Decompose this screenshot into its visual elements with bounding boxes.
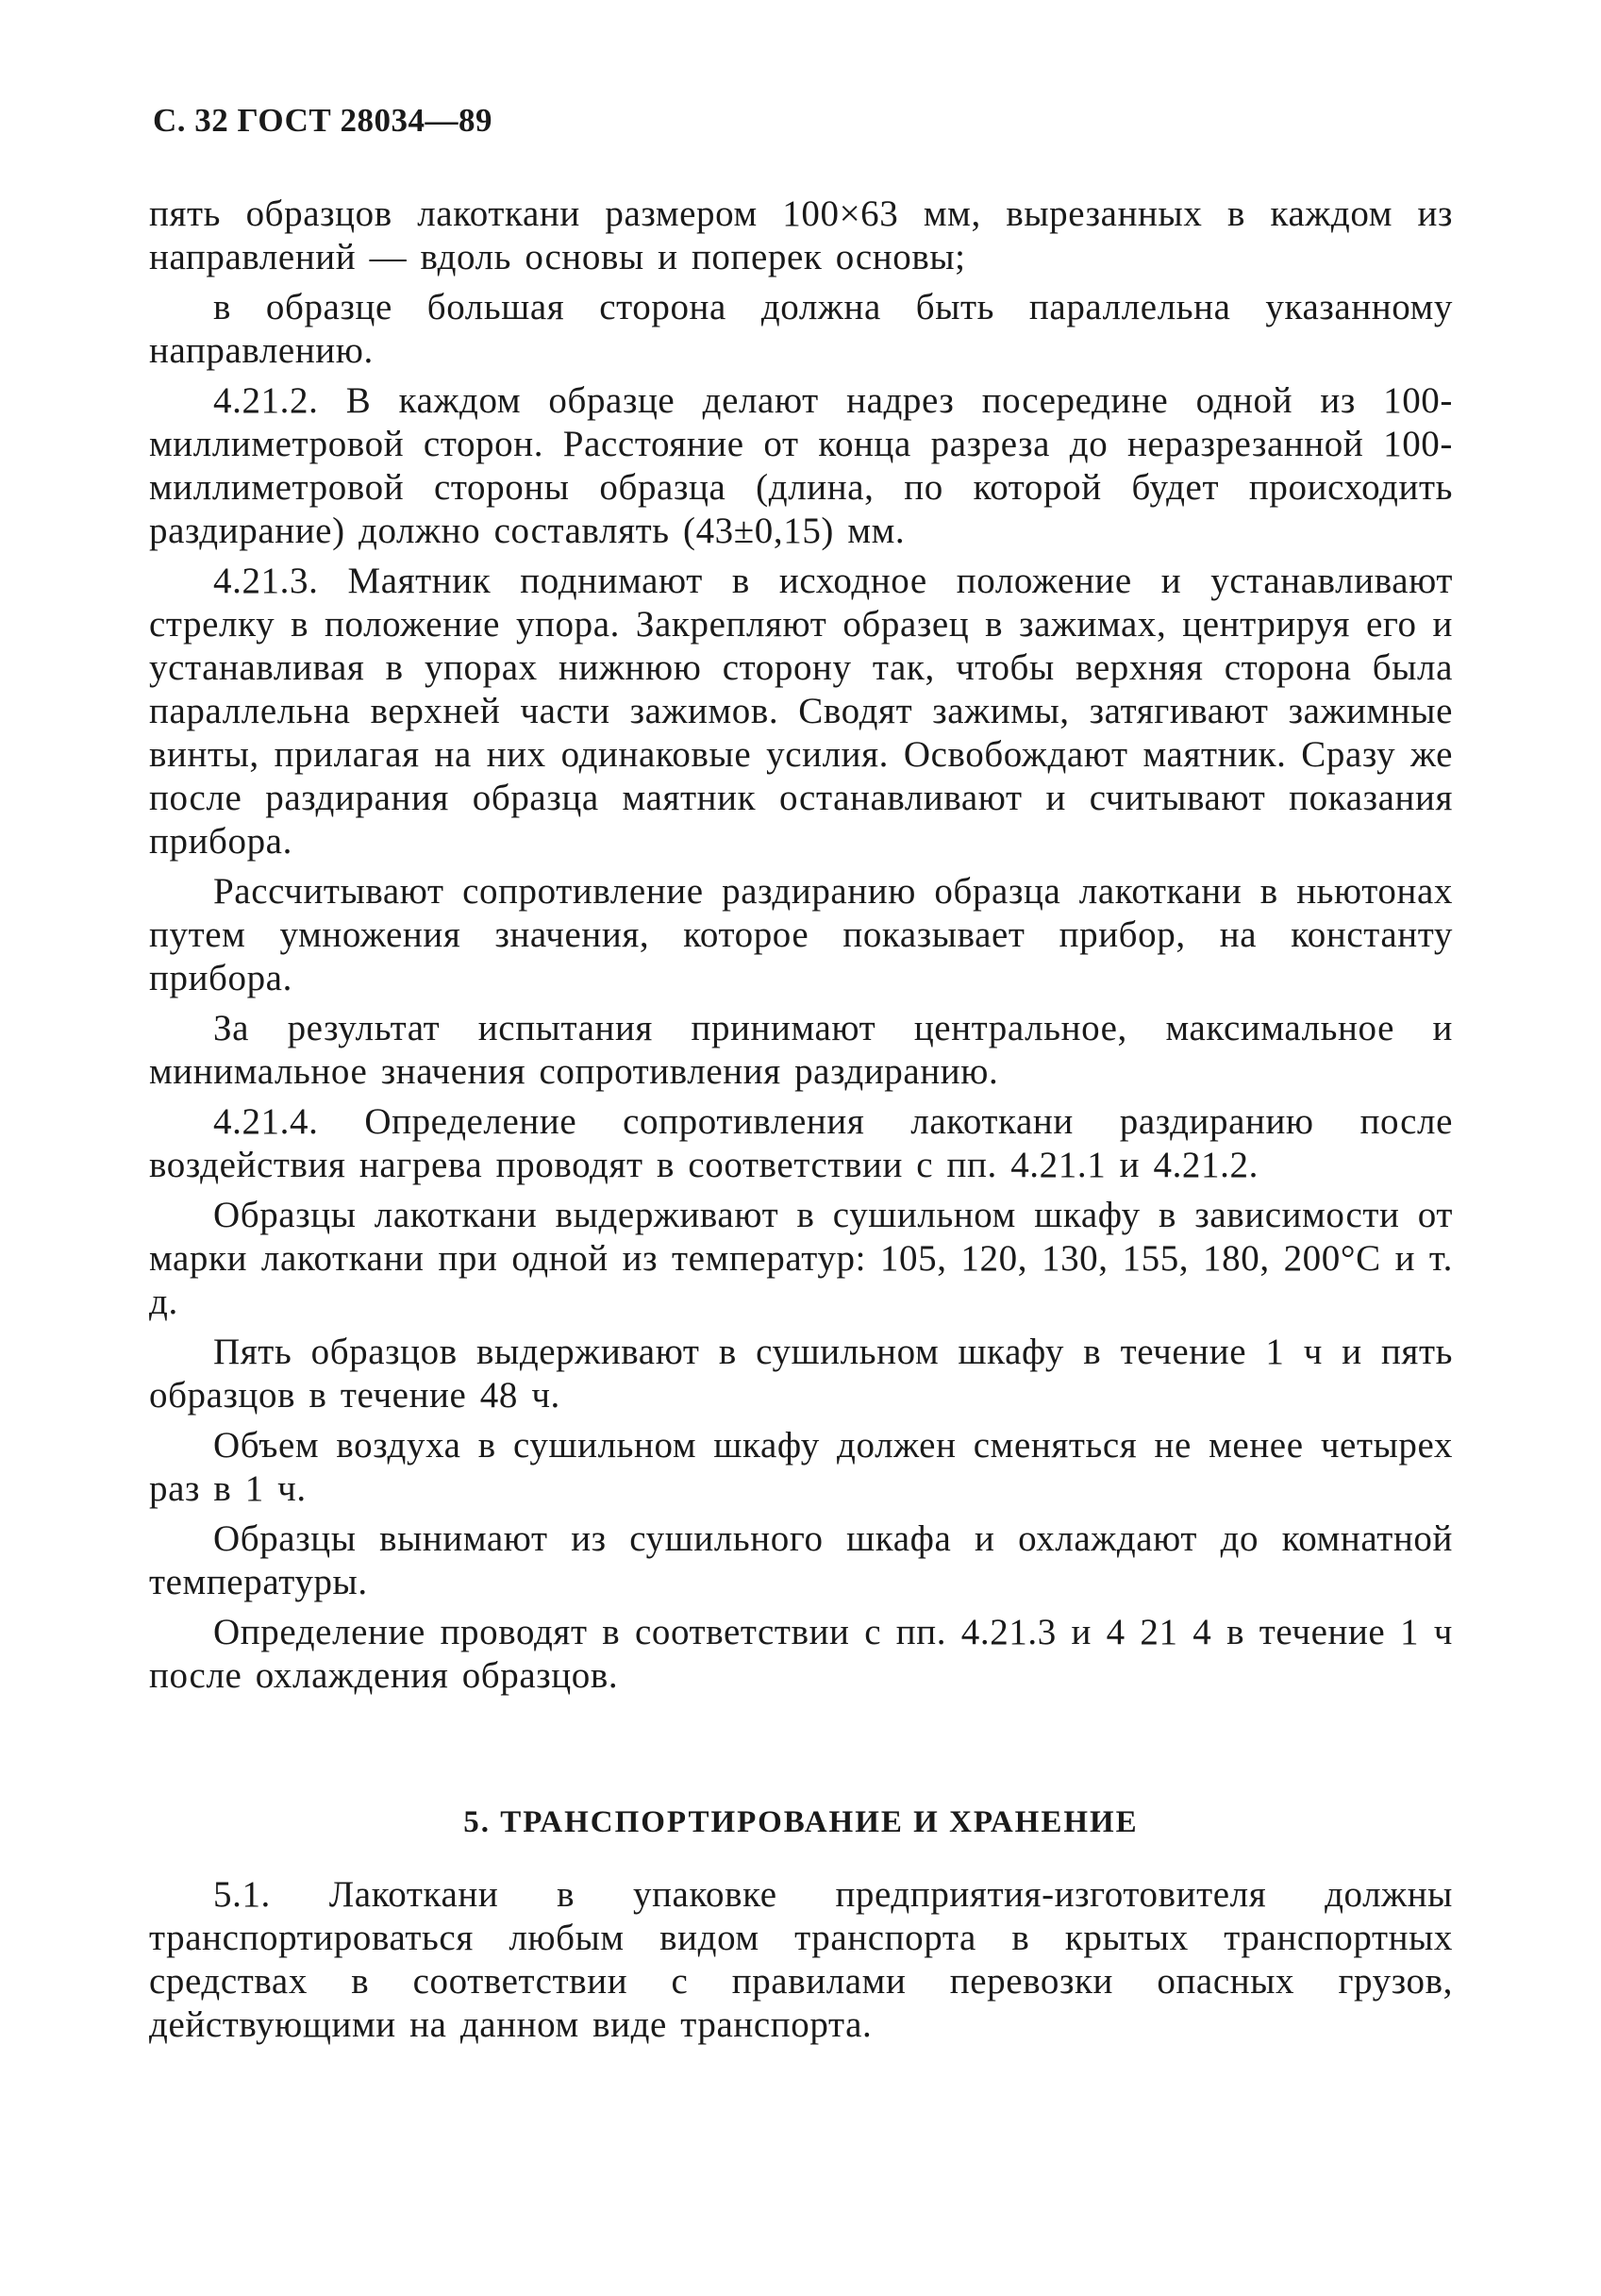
paragraph: 4.21.4. Определение сопротивления лакоткани раздиранию после воздействия нагрева проводят в соответствии с пп. 4.21.1 и 4.21.2. — [149, 1101, 1453, 1185]
paragraph: Образцы вынимают из сушильного шкафа и охлаждают до комнатной температуры. — [149, 1518, 1453, 1602]
running-header: С. 32 ГОСТ 28034—89 — [153, 102, 492, 139]
paragraph: Определение проводят в соответствии с пп. 4.21.3 и 4 21 4 в течение 1 ч после охлаждения образцов. — [149, 1612, 1453, 1696]
paragraph: Пять образцов выдерживают в сушильном шкафу в течение 1 ч и пять образцов в течение 48 ч. — [149, 1332, 1453, 1416]
body-text — [149, 193, 1453, 2053]
paragraph: Рассчитывают сопротивление раздиранию образца лакоткани в ньютонах путем умножения значения, которое показывает прибор, на константу прибора. — [149, 871, 1453, 998]
paragraph: За результат испытания принимают центральное, максимальное и минимальное значения сопротивления раздиранию. — [149, 1008, 1453, 1092]
paragraph: 4.21.3. Маятник поднимают в исходное положение и устанавливают стрелку в положение упора. Закрепляют образец в зажимах, центрируя его и устанавливая в упорах нижнюю сторону так, чтобы верхняя сторона была параллельна верхней части зажимов. Сводят зажимы, затягивают зажимные винты, прилагая на них одинаковые усилия. Освобождают маятник. Сразу же после раздирания образца маятник останавливают и считывают показания прибора. — [149, 561, 1453, 862]
section-heading: 5. ТРАНСПОРТИРОВАНИЕ И ХРАНЕНИЕ — [463, 1805, 1139, 1839]
paragraph: 5.1. Лакоткани в упаковке предприятия-изготовителя должны транспортироваться любым видом транспорта в крытых транспортных средствах в соответствии с правилами перевозки опасных грузов, действующими на данном виде транспорта. — [149, 1874, 1453, 2045]
paragraph: Объем воздуха в сушильном шкафу должен сменяться не менее четырех раз в 1 ч. — [149, 1425, 1453, 1509]
paragraph: в образце большая сторона должна быть параллельна указанному направлению. — [149, 287, 1453, 371]
paragraph: 4.21.2. В каждом образце делают надрез посередине одной из 100-миллиметровой сторон. Расстояние от конца разреза до неразрезанной 100-миллиметровой стороны образца (длина, по которой будет происходить раздирание) должно составлять (43±0,15) мм. — [149, 380, 1453, 551]
paragraph: Образцы лакоткани выдерживают в сушильном шкафу в зависимости от марки лакоткани при одной из температур: 105, 120, 130, 155, 180, 200°С и т. д. — [149, 1195, 1453, 1322]
paragraph: пять образцов лакоткани размером 100×63 мм, вырезанных в каждом из направлений — вдоль основы и поперек основы; — [149, 193, 1453, 277]
